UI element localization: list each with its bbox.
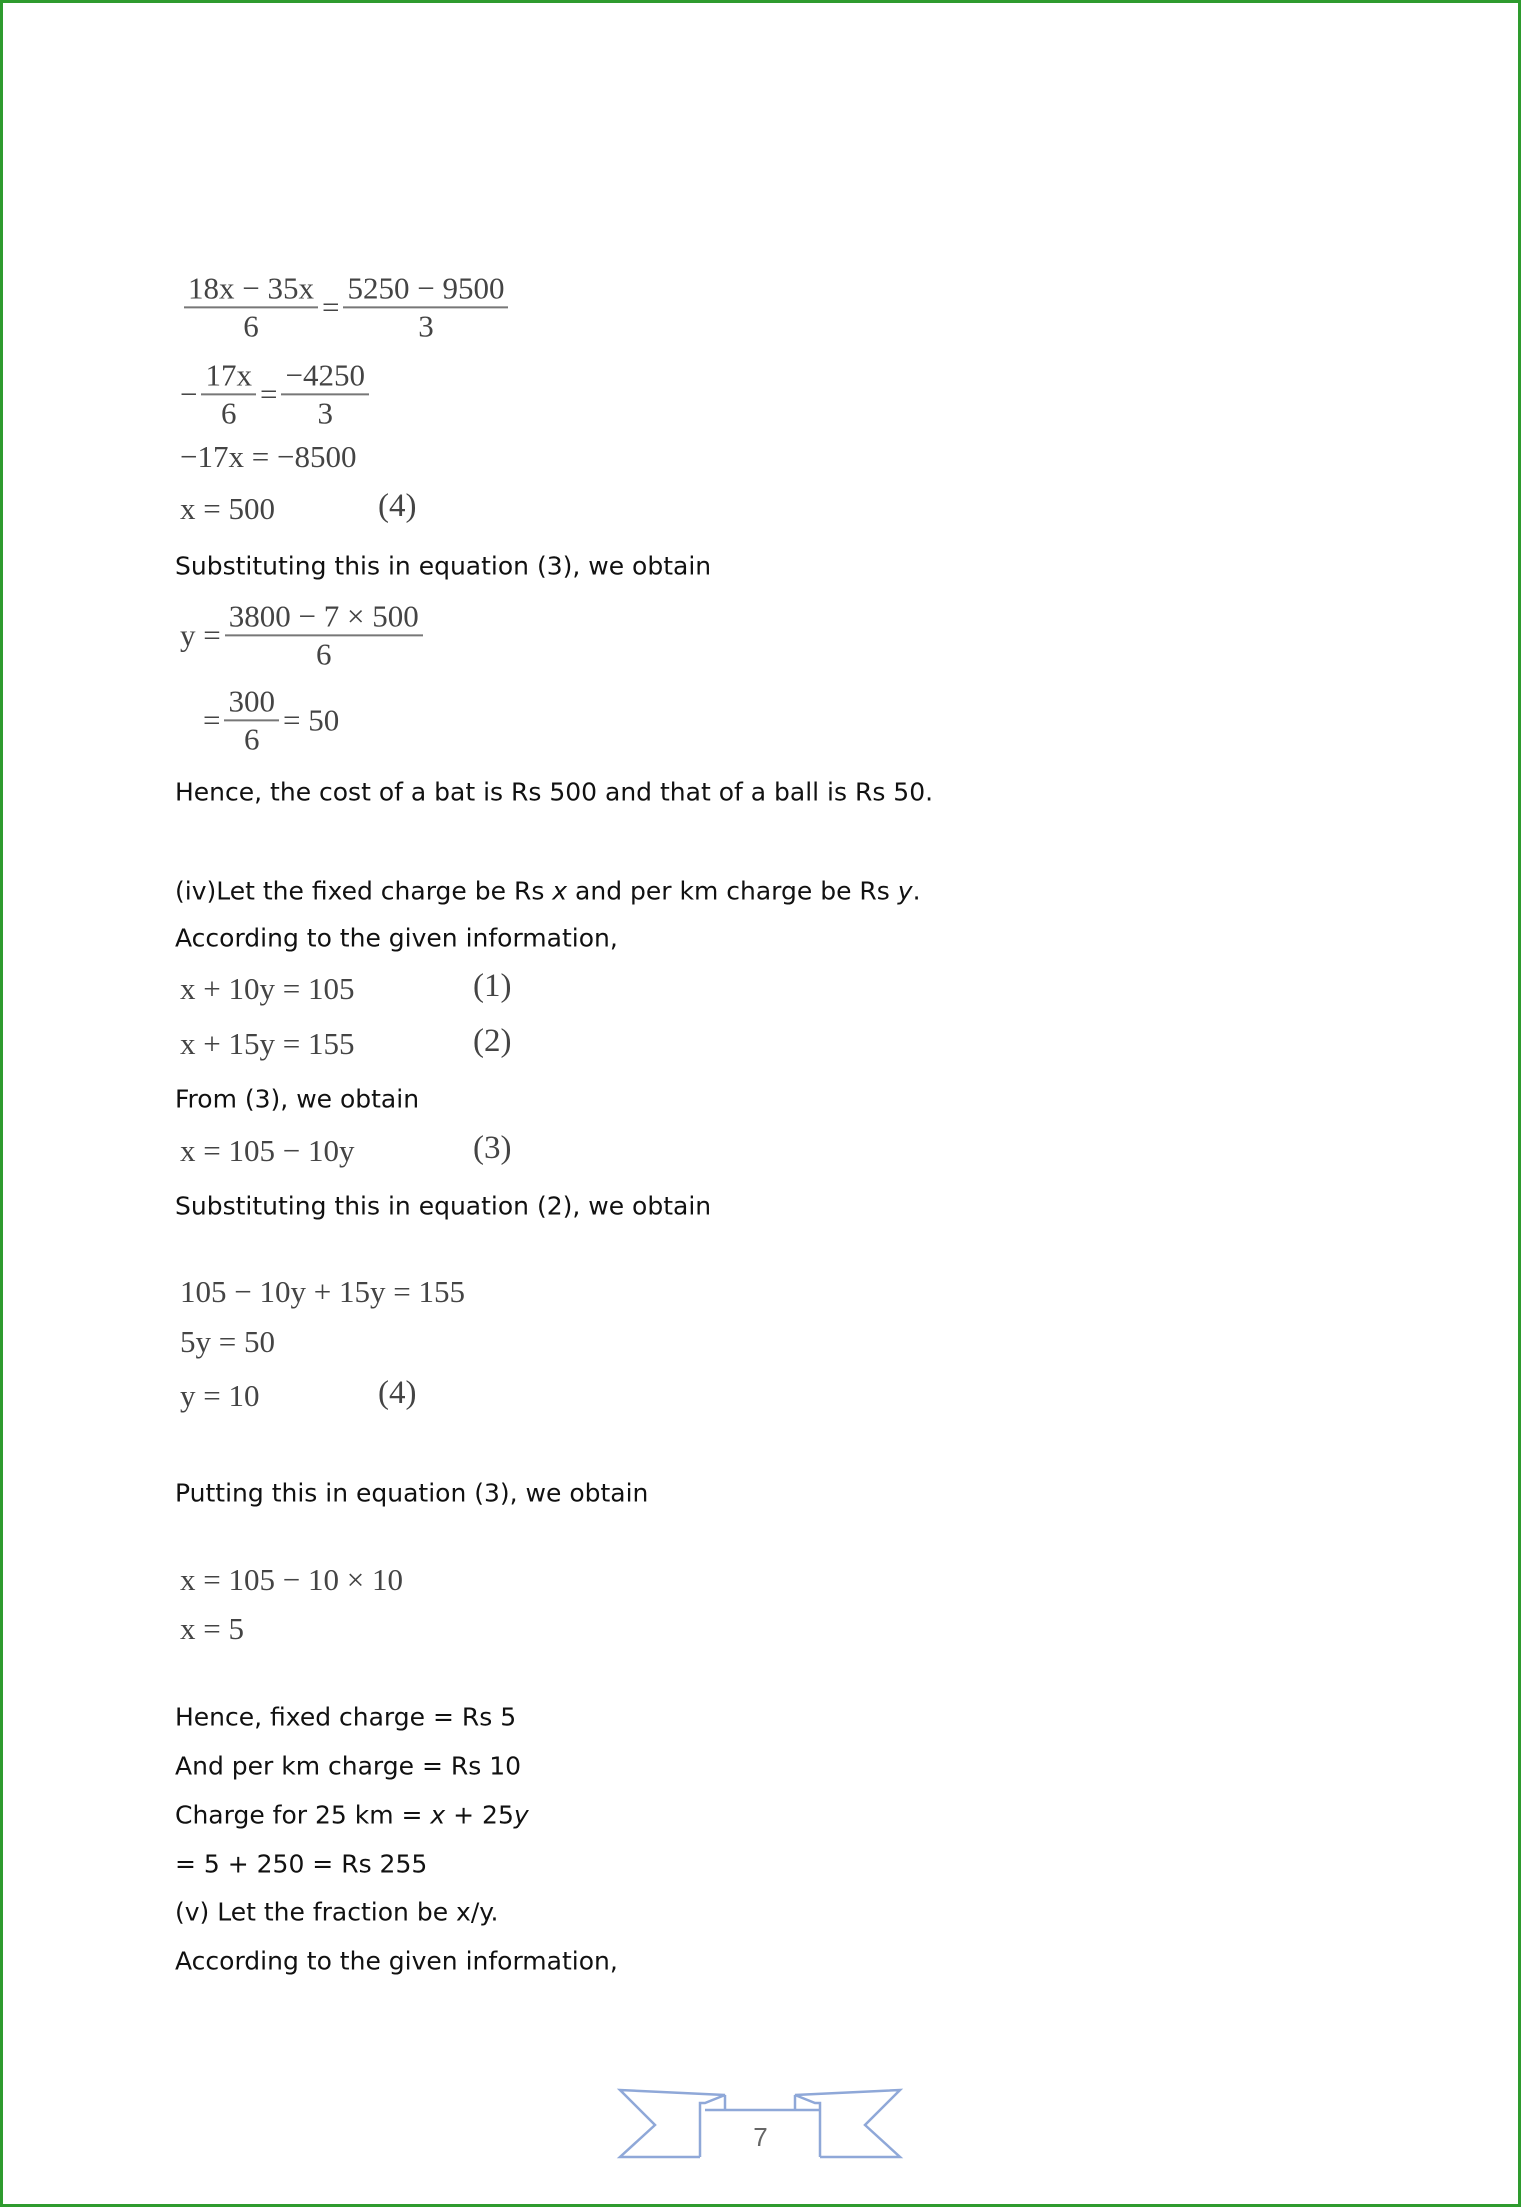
equation-rhs: = 50 bbox=[282, 702, 340, 737]
page-number: 7 bbox=[753, 2122, 768, 2152]
equation-11: 5y = 50 bbox=[180, 1324, 275, 1359]
text-line bbox=[175, 1801, 529, 1830]
equation-4: x = 500 bbox=[180, 491, 275, 526]
minus-sign: − bbox=[180, 376, 198, 411]
equation-9: x = 105 − 10y bbox=[180, 1133, 355, 1168]
text-line: Putting this in equation (3), we obtain bbox=[175, 1478, 649, 1508]
text: and per km charge be Rs bbox=[567, 876, 898, 906]
fraction-denominator: 6 bbox=[220, 395, 237, 430]
fraction-numerator: 18x − 35x bbox=[184, 270, 318, 308]
equation-2: − $\frac{17x}{6}$ = $\frac{-4250}{3}$ bbox=[180, 357, 373, 430]
text-line: Hence, the cost of a bat is Rs 500 and that of a ball is Rs 50. bbox=[175, 777, 934, 807]
text-line bbox=[175, 877, 921, 906]
fraction-numerator: 3800 − 7 × 500 bbox=[225, 598, 423, 636]
variable: y bbox=[897, 876, 913, 906]
equation-number: (4) bbox=[378, 1375, 417, 1411]
equation-number: (1) bbox=[473, 968, 512, 1004]
equation-number: (4) bbox=[378, 488, 417, 524]
fraction-numerator: −4250 bbox=[281, 357, 368, 395]
text: Charge for 25 km = bbox=[175, 1800, 431, 1830]
equation-lhs: y = bbox=[180, 617, 221, 652]
text-line: And per km charge = Rs 10 bbox=[175, 1751, 522, 1781]
fraction-denominator: 3 bbox=[317, 395, 333, 430]
equation-12: y = 10 bbox=[180, 1378, 260, 1413]
equation-8: x + 15y = 155 bbox=[180, 1026, 355, 1061]
fraction-numerator: 5250 − 9500 bbox=[343, 270, 508, 308]
equation-5 bbox=[180, 598, 427, 671]
text-line: From (3), we obtain bbox=[175, 1084, 420, 1114]
text: (iv)Let the fixed charge be Rs bbox=[175, 876, 553, 906]
text-line: Substituting this in equation (3), we obtain bbox=[175, 551, 712, 581]
text-line: According to the given information, bbox=[175, 923, 618, 953]
equation-13: x = 105 − 10 × 10 bbox=[180, 1562, 403, 1597]
fraction-denominator: 3 bbox=[418, 308, 434, 343]
equation-number: (2) bbox=[473, 1023, 512, 1059]
equation-10: 105 − 10y + 15y = 155 bbox=[180, 1274, 465, 1309]
text-line: According to the given information, bbox=[175, 1946, 618, 1976]
text: + 25 bbox=[445, 1800, 514, 1830]
variable: x bbox=[552, 876, 568, 906]
text: . bbox=[912, 876, 921, 906]
variable: x bbox=[430, 1800, 446, 1830]
variable: y bbox=[513, 1800, 529, 1830]
equation-3: −17x = −8500 bbox=[180, 439, 357, 474]
text-line: Substituting this in equation (2), we obtain bbox=[175, 1191, 712, 1221]
equation-number: (3) bbox=[473, 1130, 512, 1166]
fraction-numerator: 17x bbox=[201, 357, 256, 395]
text-line: = 5 + 250 = Rs 255 bbox=[175, 1849, 428, 1879]
equation-6 bbox=[203, 683, 339, 756]
fraction-denominator: 6 bbox=[243, 308, 259, 343]
equals-sign: = bbox=[203, 702, 221, 737]
equation-7: x + 10y = 105 bbox=[180, 971, 355, 1006]
fraction-denominator: 6 bbox=[243, 721, 260, 756]
fraction-denominator: 6 bbox=[315, 636, 332, 671]
equation-1: $\frac{18x - 35x}{6}$ = $\frac{5250 - 9500}{3}$ bbox=[180, 270, 512, 343]
text-line: Hence, fixed charge = Rs 5 bbox=[175, 1702, 517, 1732]
equation-14: x = 5 bbox=[180, 1611, 244, 1646]
text-line: (v) Let the fraction be x/y. bbox=[175, 1897, 499, 1927]
fraction-numerator: 300 bbox=[224, 683, 279, 721]
